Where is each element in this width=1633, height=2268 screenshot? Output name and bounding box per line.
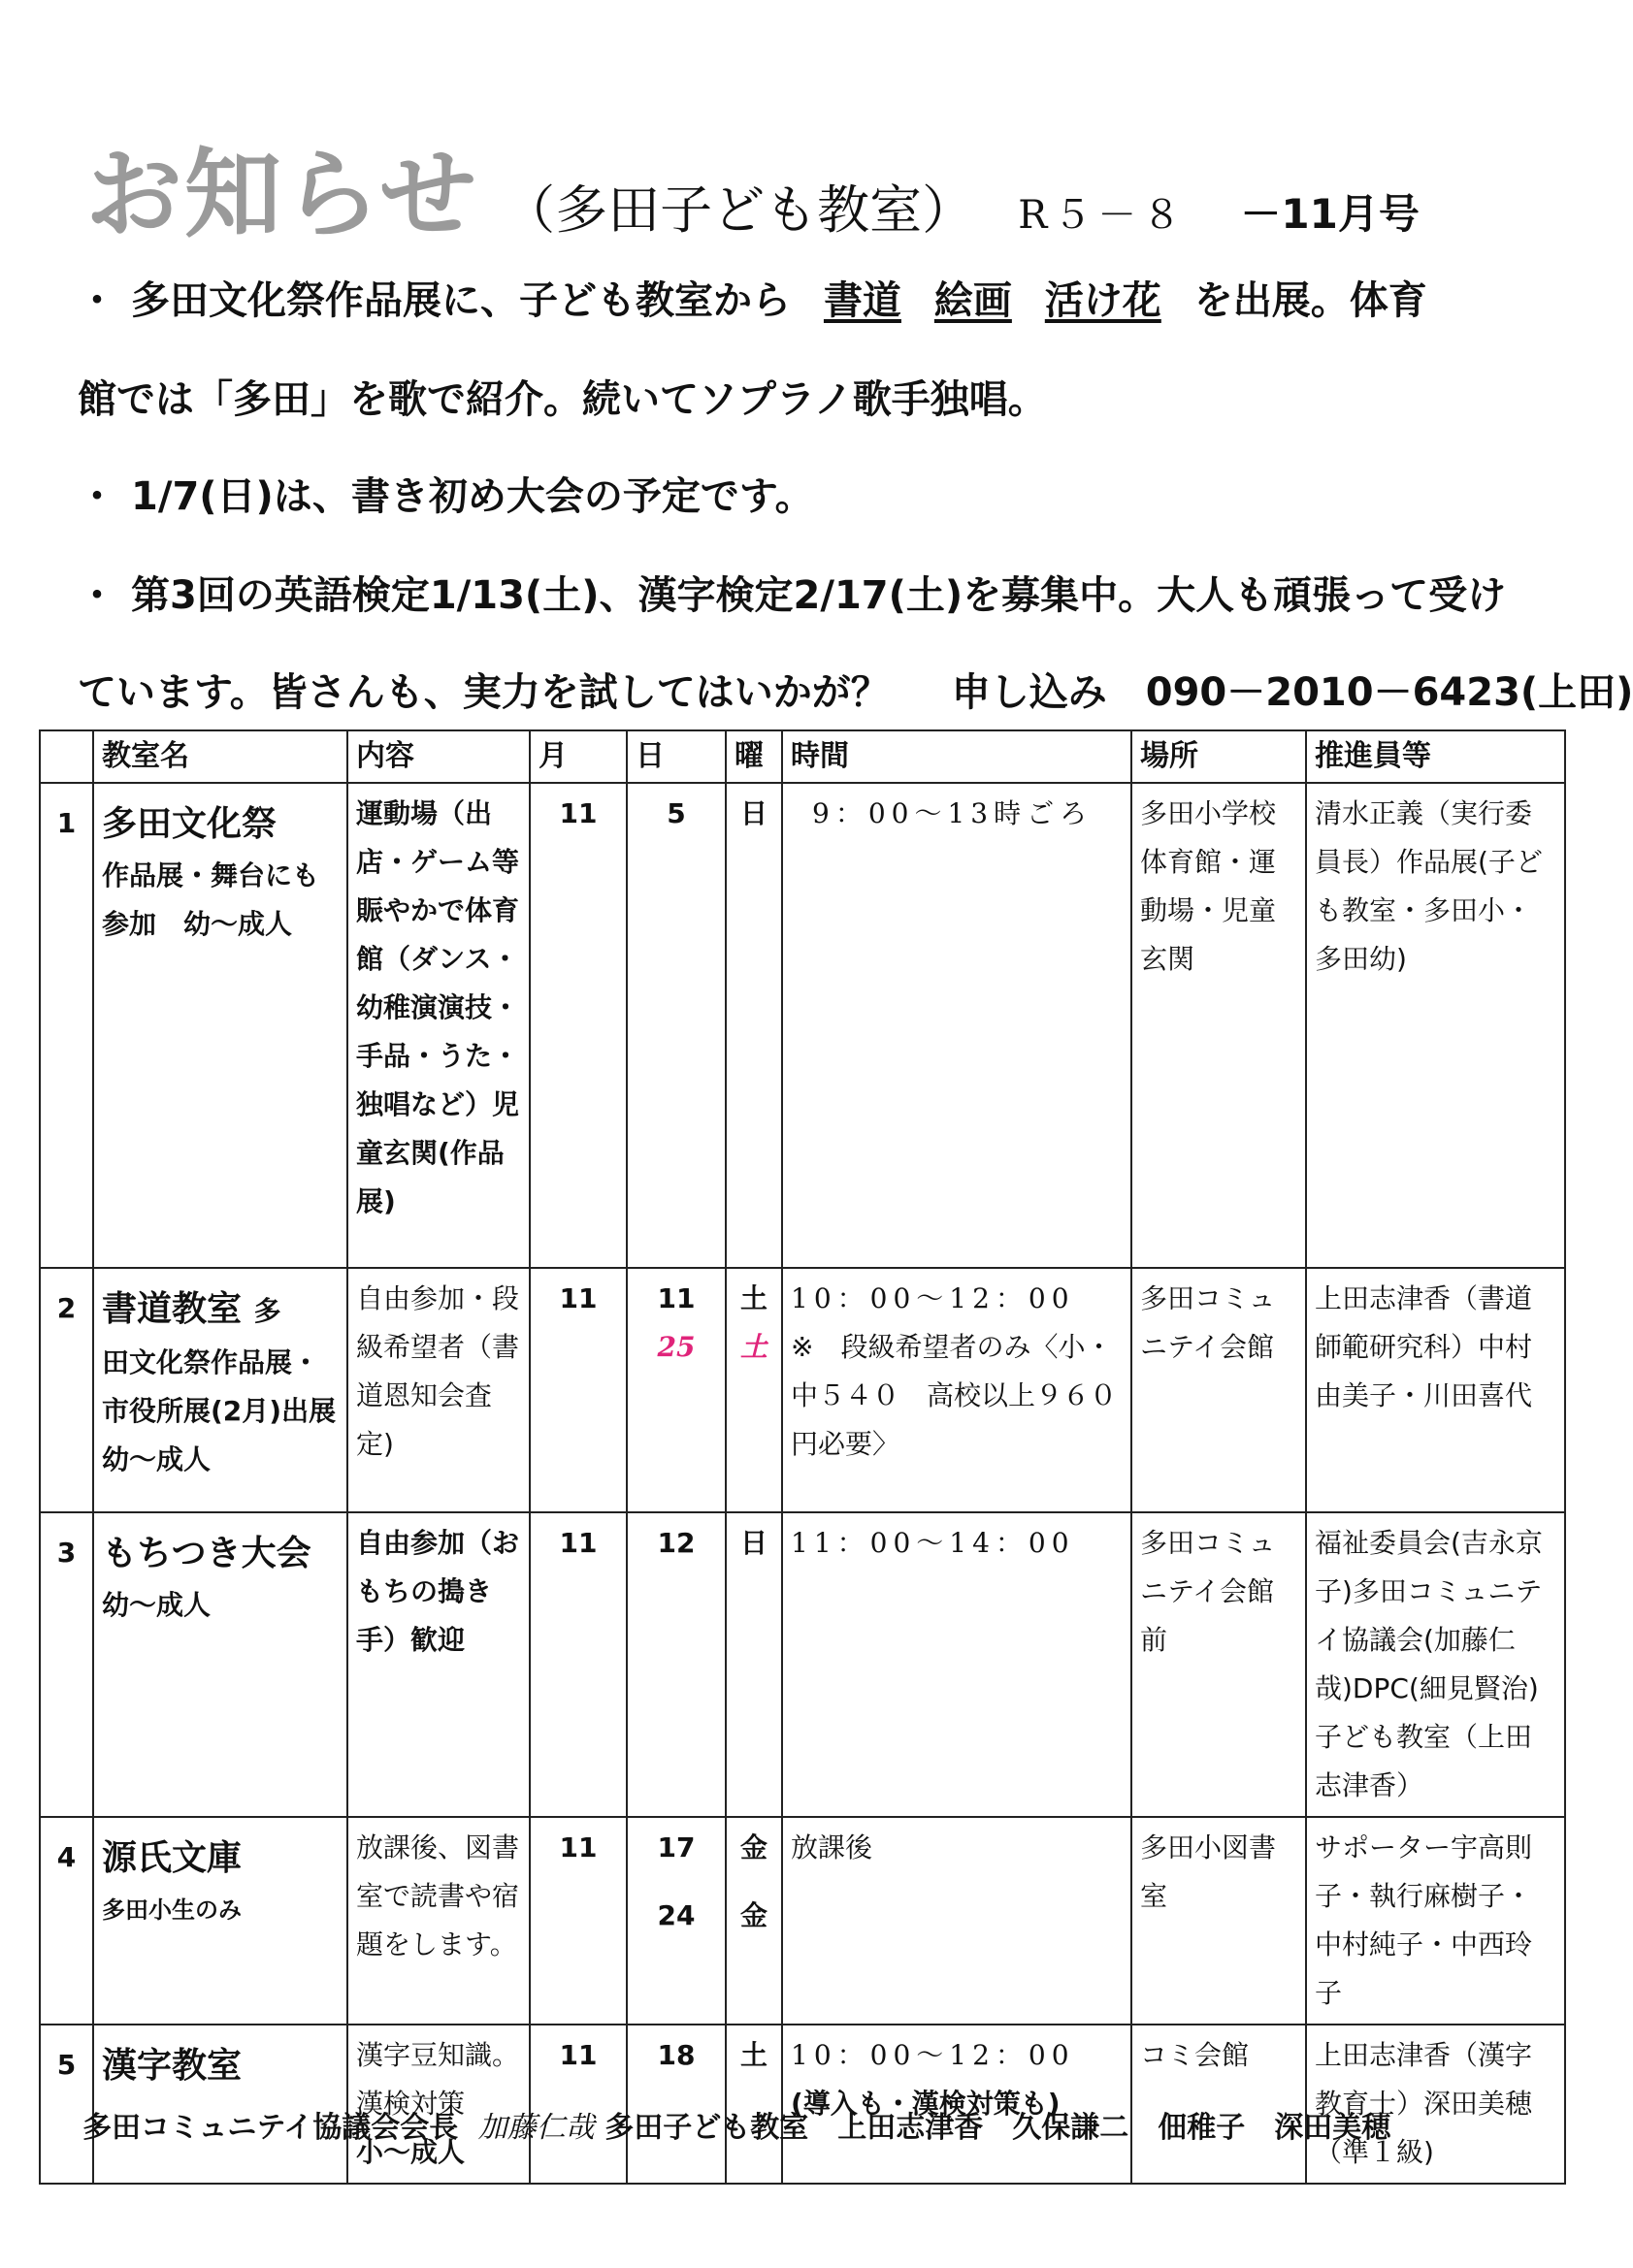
row-number: 1 <box>40 783 93 1268</box>
bullet-icon: ・ <box>78 278 116 323</box>
notice-3-line-2: ています。皆さんも、実力を試してはいかが？ 申し込み 090－2010－6423(上田) <box>78 670 1633 715</box>
dow-cell: 日 <box>726 1512 782 1817</box>
notice-1-line-1: ・ 多田文化祭作品展に、子ども教室から 書道 絵画 活け花 を出展。体育 <box>78 270 1427 325</box>
time-cell: 9：00～13時ごろ <box>782 783 1131 1268</box>
issue-month: －11月号 <box>1240 190 1420 238</box>
schedule-table <box>39 729 1566 2185</box>
col-header-no <box>40 730 93 783</box>
notice-1-line-2: 館では「多田」を歌で紹介。続いてソプラノ歌手独唱。 <box>78 377 1047 422</box>
bullet-icon: ・ <box>78 474 116 519</box>
title-row <box>85 116 1420 251</box>
table-row <box>40 1268 1565 1512</box>
day-cell: 5 <box>627 783 726 1268</box>
time-cell: 10：00～12：00 ※ 段級希望者のみ〈小・中５４０ 高校以上９６０円必要〉 <box>782 1268 1131 1512</box>
time-cell: 11：00～14：00 <box>782 1512 1131 1817</box>
month-cell: 11 <box>530 1817 627 2025</box>
content-cell: 自由参加（おもちの搗き手）歓迎 <box>347 1512 530 1817</box>
time-cell: 10：00～12：00 (導入も・漢検対策も) <box>782 2025 1131 2184</box>
month-cell: 11 <box>530 2025 627 2184</box>
row-number: 3 <box>40 1512 93 1817</box>
class-name-cell <box>93 1817 347 2025</box>
col-header-class: 教室名 <box>93 730 347 783</box>
staff-cell: 福祉委員会(吉永京子)多田コミュニテイ協議会(加藤仁哉)DPC(細見賢治)子ども教室（上田志津香） <box>1306 1512 1565 1817</box>
handwritten-dow: 土 <box>739 1331 768 1363</box>
day-cell: 12 <box>627 1512 726 1817</box>
table-row <box>40 783 1565 1268</box>
class-name-cell <box>93 1268 364 1512</box>
staff-cell: サポーター宇高則子・執行麻樹子・中村純子・中西玲子 <box>1306 1817 1565 2025</box>
exhibit-ikebana: 活け花 <box>1044 278 1161 323</box>
staff-cell: 上田志津香（漢字教育士）深田美穂（準１級) <box>1306 2025 1565 2184</box>
class-name-cell <box>93 1512 347 1817</box>
footer-association: 多田コミュニテイ協議会会長 <box>82 2111 459 2145</box>
staff-cell: 清水正義（実行委員長）作品展(子ども教室・多田小・多田幼) <box>1306 783 1565 1268</box>
page-title: お知らせ <box>85 137 478 251</box>
exhibit-painting: 絵画 <box>933 278 1012 323</box>
place-cell: 多田小学校体育館・運動場・児童玄関 <box>1131 783 1306 1268</box>
dow-cell: 土 土 <box>726 1268 782 1512</box>
staff-cell: 上田志津香（書道師範研究科）中村由美子・川田喜代 <box>1306 1268 1565 1512</box>
month-cell: 11 <box>530 783 627 1268</box>
footer-signature: 加藤仁哉 <box>477 2111 595 2145</box>
class-sub: 幼～成人 <box>102 1589 212 1621</box>
class-sub: 作品展・舞台にも参加 幼～成人 <box>102 859 320 940</box>
table-row <box>40 1817 1565 2025</box>
class-name: 多田文化祭 <box>102 804 278 844</box>
month-cell: 11 <box>530 1268 627 1512</box>
class-sub: 田文化祭作品展・市役所展(2月)出展 幼～成人 <box>102 1346 364 1475</box>
content-cell: 自由参加・段級希望者（書道恩知会査定) <box>347 1268 530 1512</box>
place-cell: 多田コミュニテイ会館前 <box>1131 1512 1306 1817</box>
row-number: 5 <box>40 2025 93 2184</box>
class-name: 源氏文庫 <box>102 1838 243 1878</box>
place-cell: 多田小図書室 <box>1131 1817 1306 2025</box>
class-name-cell <box>93 783 347 1268</box>
class-name: もちつき大会 <box>102 1534 311 1573</box>
application-contact: 申し込み 090－2010－6423(上田) <box>951 670 1633 715</box>
dow-cell: 土 <box>726 2025 782 2184</box>
notice-2: ・ 1/7(日)は、書き初め大会の予定です。 <box>78 466 814 521</box>
handwritten-day: 25 <box>657 1331 696 1363</box>
notice-3-line-1: ・ 第3回の英語検定1/13(土)、漢字検定2/17(土)を募集中。大人も頑張って受け <box>78 565 1506 620</box>
class-name: 漢字教室 <box>102 2046 243 2086</box>
page-subtitle: （多田子ども教室） <box>503 179 975 241</box>
place-cell: コミ会館 <box>1131 2025 1306 2184</box>
col-header-dow: 曜 <box>726 730 782 783</box>
col-header-day: 日 <box>627 730 726 783</box>
col-header-content: 内容 <box>347 730 530 783</box>
table-header-row <box>40 730 1565 783</box>
footer-members: 多田子ども教室 上田志津香 久保謙二 佃稚子 深田美穂 <box>604 2111 1391 2145</box>
day-cell: 17 24 <box>627 1817 726 2025</box>
col-header-place: 場所 <box>1131 730 1306 783</box>
time-note: (導入も・漢検対策も) <box>791 2088 1061 2120</box>
bullet-icon: ・ <box>78 573 116 618</box>
time-cell: 放課後 <box>782 1817 1131 2025</box>
class-sub: 多田小生のみ <box>102 1896 242 1924</box>
table-row <box>40 1512 1565 1817</box>
dow-cell: 日 <box>726 783 782 1268</box>
place-cell: 多田コミュニテイ会館 <box>1131 1268 1306 1512</box>
row-number: 4 <box>40 1817 93 2025</box>
exhibit-calligraphy: 書道 <box>823 278 901 323</box>
dow-cell: 金 金 <box>726 1817 782 2025</box>
class-name: 書道教室 多 <box>102 1289 281 1329</box>
footer <box>82 2103 1390 2146</box>
day-cell: 18 <box>627 2025 726 2184</box>
col-header-month: 月 <box>530 730 627 783</box>
issue-code: R５－８ <box>1018 193 1188 238</box>
month-cell: 11 <box>530 1512 627 1817</box>
content-cell: 漢字豆知識。漢検対策 小～成人 <box>347 2025 530 2184</box>
time-note: ※ 段級希望者のみ〈小・中５４０ 高校以上９６０円必要〉 <box>791 1331 1118 1460</box>
row-number: 2 <box>40 1268 93 1512</box>
content-cell: 運動場（出店・ゲーム等賑やかで体育館（ダンス・幼稚演演技・手品・うた・独唱など）児童玄関(作品展) <box>347 783 530 1268</box>
day-cell: 11 25 <box>627 1268 726 1512</box>
content-cell: 放課後、図書室で読書や宿題をします。 <box>347 1817 530 2025</box>
col-header-time: 時間 <box>782 730 1131 783</box>
col-header-staff: 推進員等 <box>1306 730 1565 783</box>
